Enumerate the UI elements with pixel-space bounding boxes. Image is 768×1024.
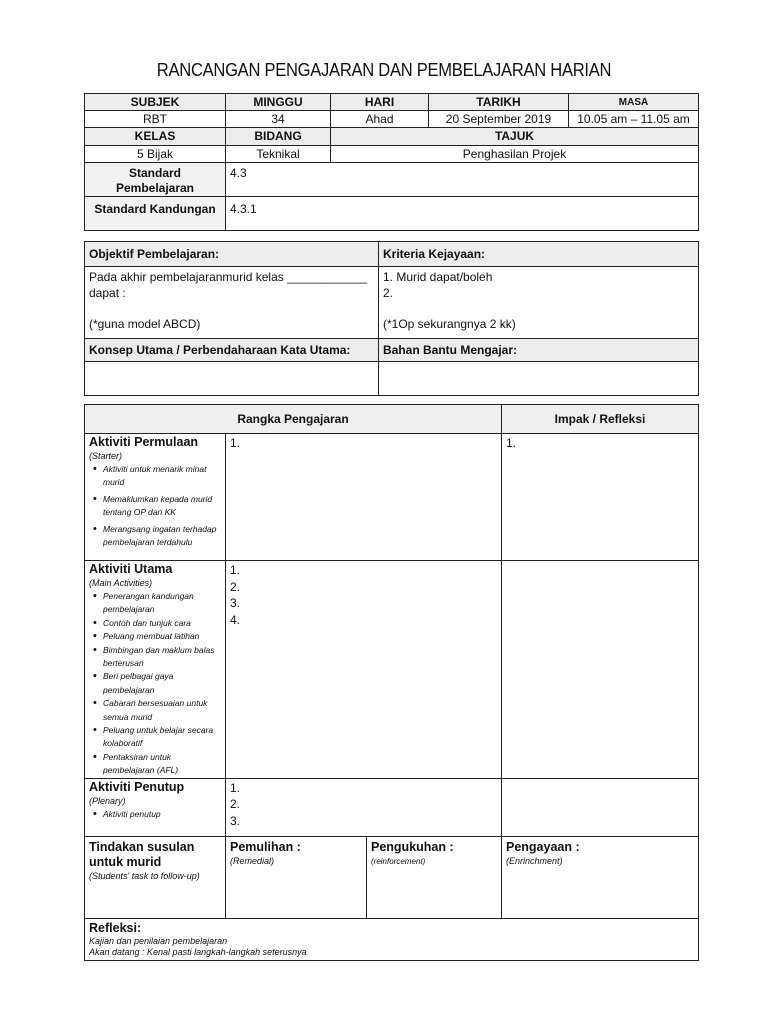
refleksi-cell bbox=[85, 918, 699, 960]
permulaan-num: 1. bbox=[230, 436, 241, 450]
masa-value: 10.05 am – 11.05 am bbox=[569, 111, 699, 128]
penutup-sub: (Plenary) bbox=[89, 795, 126, 806]
permulaan-title: Aktiviti Permulaan bbox=[89, 435, 199, 449]
kriteria-line-3: (*1Op sekurangnya 2 kk) bbox=[383, 317, 516, 331]
kriteria-line-1: 1. Murid dapat/boleh bbox=[383, 270, 493, 284]
utama-title: Aktiviti Utama bbox=[89, 562, 173, 576]
standard-kandungan-label: Standard Kandungan bbox=[85, 197, 226, 231]
penutup-content bbox=[226, 778, 502, 836]
tindakan-cell bbox=[85, 836, 226, 918]
utama-content bbox=[226, 561, 502, 779]
refleksi-line-1: Kajian dan penilaian pembelajaran bbox=[89, 935, 228, 946]
bidang-value: Teknikal bbox=[226, 146, 331, 163]
objektif-label: Objektif Pembelajaran: bbox=[85, 242, 379, 267]
tajuk-value: Penghasilan Projek bbox=[331, 146, 699, 163]
pemulihan-sub: (Remedial) bbox=[230, 855, 275, 866]
pengayaan-label: Pengayaan : bbox=[506, 839, 580, 854]
objektif-line-1: Pada akhir pembelajaranmurid kelas ____________ bbox=[89, 270, 368, 284]
utama-num: 3. bbox=[230, 596, 241, 610]
utama-item: • Peluang untuk belajar secara kolaboratif bbox=[103, 724, 221, 751]
info-table bbox=[84, 93, 699, 231]
utama-num: 1. bbox=[230, 563, 241, 577]
refleksi-label: Refleksi: bbox=[89, 920, 142, 935]
bahan-value bbox=[379, 362, 699, 396]
masa-header: MASA bbox=[569, 94, 699, 111]
tindakan-title-1: Tindakan susulan bbox=[89, 839, 195, 854]
permulaan-impak-num: 1. bbox=[506, 436, 517, 450]
penutup-num: 2. bbox=[230, 797, 241, 812]
refleksi-line-2: Akan datang : Kenal pasti langkah-langkah seterusnya bbox=[89, 946, 307, 957]
pemulihan-label: Pemulihan : bbox=[230, 839, 301, 854]
standard-kandungan-value: 4.3.1 bbox=[226, 197, 699, 231]
penutup-cell bbox=[85, 778, 226, 836]
penutup-list bbox=[89, 808, 221, 821]
pengukuhan-cell bbox=[367, 836, 502, 918]
subjek-value: RBT bbox=[85, 111, 226, 128]
objektif-table bbox=[84, 241, 699, 396]
objektif-line-3: (*guna model ABCD) bbox=[89, 317, 201, 331]
permulaan-item: • Memaklumkan kepada murid tentang OP dan KK bbox=[103, 493, 221, 520]
kriteria-line-2: 2. bbox=[383, 286, 394, 300]
utama-item: • Beri pelbagai gaya pembelajaran bbox=[103, 670, 221, 697]
minggu-value: 34 bbox=[226, 111, 331, 128]
objektif-cell bbox=[85, 267, 379, 339]
pengukuhan-sub: (reinforcement) bbox=[371, 856, 426, 866]
permulaan-sub: (Starter) bbox=[89, 451, 123, 461]
subjek-header: SUBJEK bbox=[85, 94, 226, 111]
penutup-item: • Aktiviti penutup bbox=[103, 808, 221, 821]
bidang-header: BIDANG bbox=[226, 128, 331, 146]
konsep-value bbox=[85, 362, 379, 396]
impak-header: Impak / Refleksi bbox=[502, 405, 699, 434]
hari-value: Ahad bbox=[331, 111, 429, 128]
permulaan-cell bbox=[85, 434, 226, 561]
permulaan-list bbox=[89, 463, 221, 549]
minggu-header: MINGGU bbox=[226, 94, 331, 111]
standard-pembelajaran-label: Standard Pembelajaran bbox=[85, 163, 226, 197]
kriteria-cell bbox=[379, 267, 699, 339]
pengayaan-sub: (Enrinchment) bbox=[506, 855, 563, 866]
kelas-value: 5 Bijak bbox=[85, 146, 226, 163]
pemulihan-cell bbox=[226, 836, 367, 918]
permulaan-item: • Aktiviti untuk menarik minat murid bbox=[103, 463, 221, 490]
permulaan-content bbox=[226, 434, 502, 561]
rangka-header: Rangka Pengajaran bbox=[85, 405, 502, 434]
tarikh-header: TARIKH bbox=[429, 94, 569, 111]
tindakan-sub: (Students' task to follow-up) bbox=[89, 870, 200, 881]
rangka-table bbox=[84, 404, 699, 961]
tindakan-title-2: untuk murid bbox=[89, 854, 162, 869]
penutup-num: 1. bbox=[230, 780, 241, 795]
utama-item: • Bimbingan dan maklum balas berterusan bbox=[103, 644, 221, 671]
kriteria-label: Kriteria Kejayaan: bbox=[379, 242, 699, 267]
utama-cell bbox=[85, 561, 226, 779]
utama-num: 4. bbox=[230, 612, 241, 627]
utama-item: • Cabaran bersesuaian untuk semua murid bbox=[103, 697, 221, 724]
penutup-title: Aktiviti Penutup bbox=[89, 779, 185, 794]
pengukuhan-label: Pengukuhan : bbox=[371, 839, 454, 854]
bahan-label: Bahan Bantu Mengajar: bbox=[379, 339, 699, 362]
konsep-label: Konsep Utama / Perbendaharaan Kata Utama: bbox=[85, 339, 379, 362]
utama-item: • Pentaksiran untuk pembelajaran (AFL) bbox=[103, 751, 221, 778]
objektif-line-2: dapat : bbox=[89, 286, 126, 300]
page-title: RANCANGAN PENGAJARAN DAN PEMBELAJARAN HARIAN bbox=[156, 60, 612, 80]
pengayaan-cell bbox=[502, 836, 699, 918]
tajuk-header: TAJUK bbox=[331, 128, 699, 146]
hari-header: HARI bbox=[331, 94, 429, 111]
permulaan-impak bbox=[502, 434, 699, 561]
penutup-num: 3. bbox=[230, 813, 241, 828]
permulaan-item: • Merangsang ingatan terhadap pembelajaran terdahulu bbox=[103, 523, 221, 550]
utama-item: • Penerangan kandungan pembelajaran bbox=[103, 590, 221, 617]
utama-num: 2. bbox=[230, 579, 241, 594]
penutup-impak bbox=[502, 778, 699, 836]
utama-item: • Peluang membuat latihan bbox=[103, 630, 221, 643]
utama-item: • Contoh dan tunjuk cara bbox=[103, 617, 221, 630]
utama-list bbox=[89, 590, 221, 778]
kelas-header: KELAS bbox=[85, 128, 226, 146]
utama-sub: (Main Activities) bbox=[89, 578, 153, 588]
utama-impak bbox=[502, 561, 699, 779]
tarikh-value: 20 September 2019 bbox=[429, 111, 569, 128]
standard-pembelajaran-value: 4.3 bbox=[226, 163, 699, 197]
